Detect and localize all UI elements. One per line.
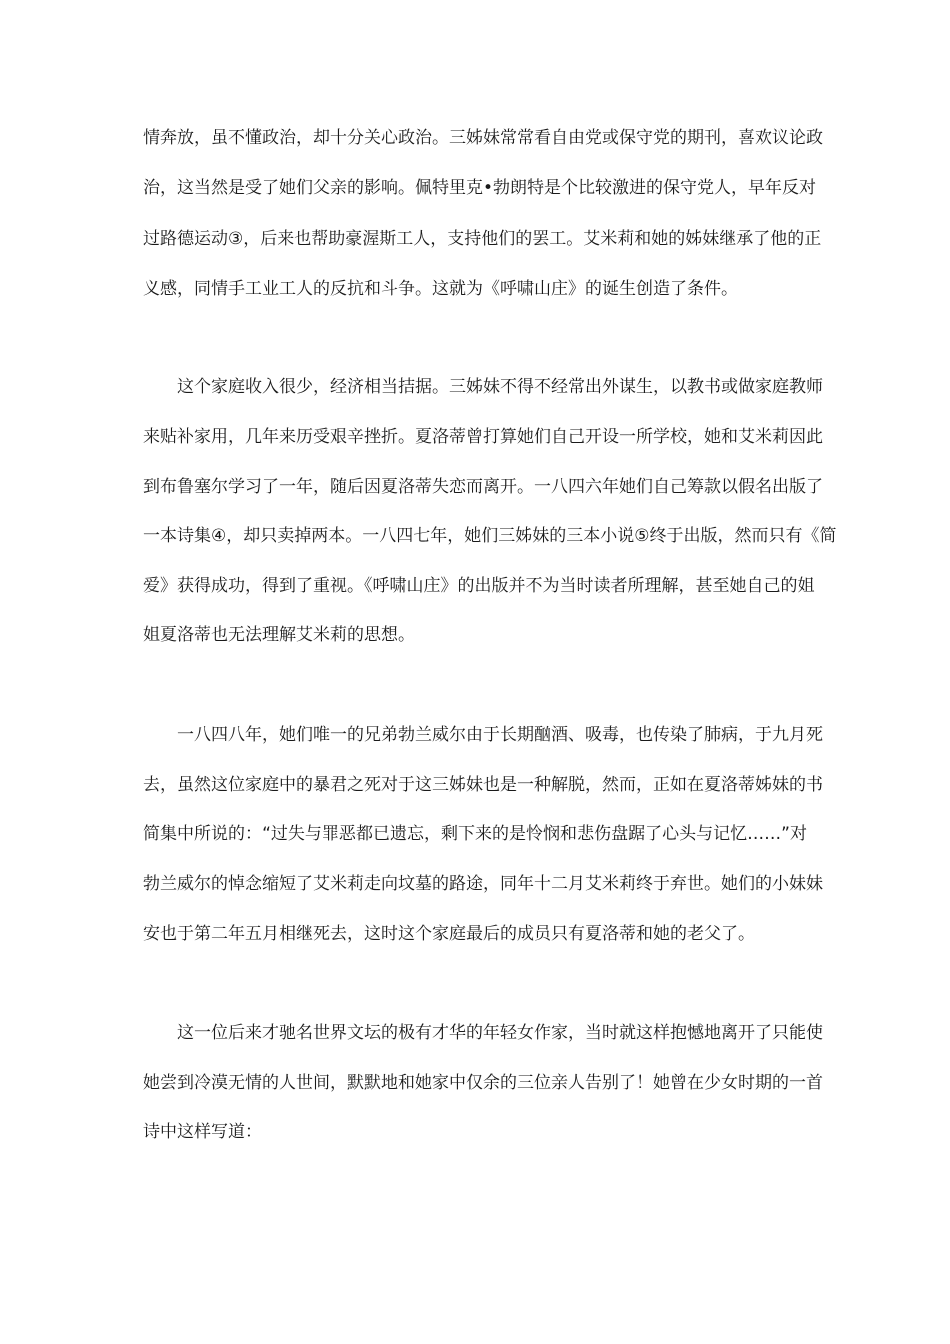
text-line: 勃兰威尔的悼念缩短了艾米莉走向坟墓的路途，同年十二月艾米莉终于弃世。她们的小妹妹 xyxy=(143,874,823,894)
text-line: 义感，同情手工业工人的反抗和斗争。这就为《呼啸山庄》的诞生创造了条件。 xyxy=(143,279,738,299)
text-line: 来贴补家用，几年来历受艰辛挫折。夏洛蒂曾打算她们自己开设一所学校，她和艾米莉因此 xyxy=(143,427,823,447)
text-line: 她尝到冷漠无情的人世间，默默地和她家中仅余的三位亲人告别了！她曾在少女时期的一首 xyxy=(143,1073,823,1093)
text-line: 这一位后来才驰名世界文坛的极有才华的年轻女作家，当时就这样抱憾地离开了只能使 xyxy=(177,1023,823,1043)
text-line: 一本诗集④，却只卖掉两本。一八四七年，她们三姊妹的三本小说⑤终于出版，然而只有《简 xyxy=(143,526,837,546)
text-line: 简集中所说的：“过失与罪恶都已遗忘，剩下来的是怜悯和悲伤盘踞了心头与记忆……”对 xyxy=(143,824,807,844)
text-line: 诗中这样写道： xyxy=(143,1122,262,1142)
text-line: 去，虽然这位家庭中的暴君之死对于这三姊妹也是一种解脱，然而，正如在夏洛蒂姊妹的书 xyxy=(143,775,823,795)
text-line: 情奔放，虽不懂政治，却十分关心政治。三姊妹常常看自由党或保守党的期刊，喜欢议论政 xyxy=(143,128,823,148)
text-line: 爱》获得成功，得到了重视。《呼啸山庄》的出版并不为当时读者所理解，甚至她自己的姐 xyxy=(143,576,815,596)
text-line: 治，这当然是受了她们父亲的影响。佩特里克•勃朗特是个比较激进的保守党人，早年反对 xyxy=(143,178,817,198)
text-line: 一八四八年，她们唯一的兄弟勃兰威尔由于长期酗酒、吸毒，也传染了肺病，于九月死 xyxy=(177,725,823,745)
text-line: 这个家庭收入很少，经济相当拮据。三姊妹不得不经常出外谋生，以教书或做家庭教师 xyxy=(177,377,823,397)
text-line: 安也于第二年五月相继死去，这时这个家庭最后的成员只有夏洛蒂和她的老父了。 xyxy=(143,924,755,944)
text-line: 到布鲁塞尔学习了一年，随后因夏洛蒂失恋而离开。一八四六年她们自己筹款以假名出版了 xyxy=(143,477,823,497)
text-line: 姐夏洛蒂也无法理解艾米莉的思想。 xyxy=(143,625,415,645)
text-line: 过路德运动③，后来也帮助豪渥斯工人，支持他们的罢工。艾米莉和她的姊妹继承了他的正 xyxy=(143,229,822,249)
